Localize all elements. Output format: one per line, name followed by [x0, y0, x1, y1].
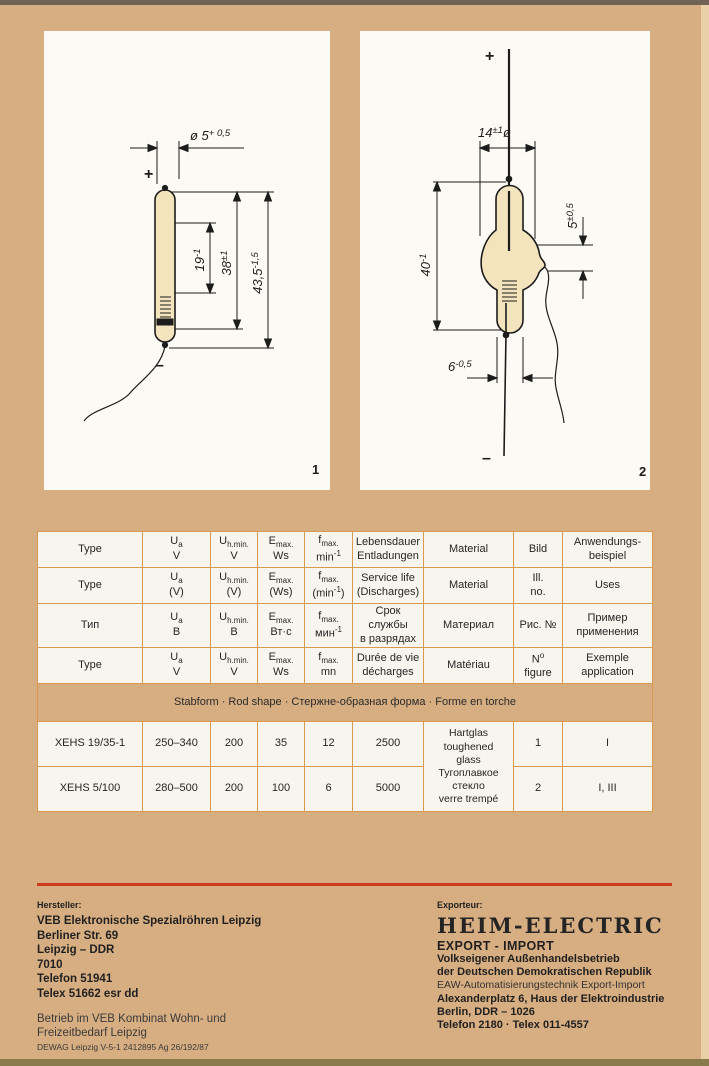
- col-header: Exemple application: [563, 648, 653, 684]
- manufacturer-note-line: Betrieb im VEB Kombinat Wohn- und: [37, 1012, 226, 1025]
- figure-number: 2: [639, 464, 647, 479]
- manufacturer-address-line: 7010: [37, 958, 63, 971]
- cell-fmax: 6: [305, 767, 353, 812]
- dim-label-19: $19^{-1}$: [192, 248, 207, 272]
- col-header: Material: [424, 568, 514, 604]
- minus-sign: –: [155, 357, 164, 374]
- cathode-terminal-dot: [503, 332, 509, 338]
- header-row-german: [38, 532, 653, 568]
- col-header: Срок службы в разрядах: [353, 604, 424, 648]
- print-imprint: DEWAG Leipzig V-5-1 2412895 Ag 26/192/87: [37, 1042, 209, 1052]
- col-header: $f_{max.}$ mn: [305, 648, 353, 684]
- table-row: [38, 767, 653, 812]
- manufacturer-block: [37, 900, 367, 1041]
- manufacturer-address-line: Telefon 51941: [37, 973, 113, 986]
- section-row: [38, 684, 653, 722]
- manufacturer-note-line: Freizeitbedarf Leipzig: [37, 1027, 147, 1040]
- dim-19: [207, 223, 214, 293]
- figure-panel-1: [44, 31, 330, 490]
- col-header: Durée de vie décharges: [353, 648, 424, 684]
- col-header: Рис. №: [514, 604, 563, 648]
- header-row-french: [38, 648, 653, 684]
- cell-type: XEHS 19/35-1: [38, 722, 143, 767]
- dim-label-40: $40^{-1}$: [418, 253, 433, 277]
- cell-fmax: 12: [305, 722, 353, 767]
- table-row: [38, 722, 653, 767]
- col-header: Matériau: [424, 648, 514, 684]
- lead-wire: [84, 346, 165, 421]
- cell-uses: I, III: [563, 767, 653, 812]
- cell-emax: 35: [258, 722, 305, 767]
- manufacturer-address-line: Berliner Str. 69: [37, 929, 119, 942]
- dim-label-5: $5^{\pm 0,5}$: [565, 203, 580, 229]
- col-header: $U_a$ (V): [143, 568, 211, 604]
- header-row-russian: [38, 604, 653, 648]
- col-header: $E_{max.}$ Ws: [258, 532, 305, 568]
- cell-life: 2500: [353, 722, 424, 767]
- col-header: Service life (Discharges): [353, 568, 424, 604]
- cell-uhmin: 200: [211, 767, 258, 812]
- exporter-address-line: Berlin, DDR – 1026: [437, 1005, 535, 1018]
- plus-sign: +: [485, 48, 495, 65]
- cell-bild: 2: [514, 767, 563, 812]
- dim-label-diameter: ø $5^{+ 0,5}$: [190, 128, 231, 143]
- col-header: Type: [38, 532, 143, 568]
- electrode-band: [157, 319, 173, 325]
- col-header: $U_a$ V: [143, 532, 211, 568]
- col-header: $f_{max.}$ $\min^{-1}$: [305, 532, 353, 568]
- col-header: $N^o$ figure: [514, 648, 563, 684]
- col-header: $U_{h.min.}$ V: [211, 648, 258, 684]
- cell-life: 5000: [353, 767, 424, 812]
- figure-1-drawing: [44, 31, 330, 490]
- col-header: Пример применения: [563, 604, 653, 648]
- cell-emax: 100: [258, 767, 305, 812]
- plus-sign: +: [144, 166, 154, 183]
- exporter-block: [437, 900, 699, 1032]
- dim-label-diameter: $14^{\pm 1}ø$: [478, 125, 511, 140]
- col-header: Type: [38, 568, 143, 604]
- col-header: $E_{max.}$ Вт·с: [258, 604, 305, 648]
- col-header: $E_{max.}$ (Ws): [258, 568, 305, 604]
- anode-terminal-dot: [506, 176, 512, 182]
- dim-arrowhead: [179, 145, 188, 152]
- cell-ua: 280–500: [143, 767, 211, 812]
- exporter-address-line: Alexanderplatz 6, Haus der Elektroindustrie: [437, 992, 665, 1005]
- page-bottom-edge: [0, 1059, 709, 1066]
- exporter-subtitle: EXPORT - IMPORT: [437, 939, 555, 953]
- anode-terminal-dot: [162, 185, 167, 190]
- dim-6: [467, 337, 553, 383]
- dim-label-38: $38^{\pm 1}$: [219, 250, 234, 276]
- manufacturer-label: Hersteller:: [37, 900, 82, 910]
- trigger-wire: [545, 267, 564, 423]
- dim-43-5: [265, 192, 272, 348]
- page-right-edge: [701, 5, 709, 1059]
- col-header: Ill. no.: [514, 568, 563, 604]
- red-divider-rule: [37, 883, 672, 886]
- manufacturer-name: VEB Elektronische Spezialröhren Leipzig: [37, 915, 262, 927]
- col-header: $U_{h.min.}$ (V): [211, 568, 258, 604]
- exporter-brand: HEIM-ELECTRIC: [437, 913, 664, 938]
- col-header: Material: [424, 532, 514, 568]
- col-header: $E_{max.}$ Ws: [258, 648, 305, 684]
- page-top-edge: [0, 0, 709, 5]
- col-header: Bild: [514, 532, 563, 568]
- exporter-label: Exporteur:: [437, 900, 483, 910]
- dim-arrowhead: [148, 145, 157, 152]
- cell-uses: I: [563, 722, 653, 767]
- exporter-org-line: der Deutschen Demokratischen Republik: [437, 966, 652, 979]
- figure-panel-2: [360, 31, 650, 490]
- cell-material: Hartglas toughened glass Тугоплавкое стекло verre trempé: [424, 722, 514, 812]
- cell-type: XEHS 5/100: [38, 767, 143, 812]
- col-header: $U_a$ V: [143, 648, 211, 684]
- cell-ua: 250–340: [143, 722, 211, 767]
- col-header: $f_{max.}$ мин$^{-1}$: [305, 604, 353, 648]
- dim-label-6: $6^{-0,5}$: [448, 359, 472, 374]
- manufacturer-address-line: Telex 51662 esr dd: [37, 987, 139, 1000]
- col-header: Тип: [38, 604, 143, 648]
- col-header: $U_{h.min.}$ В: [211, 604, 258, 648]
- col-header: Anwendungs- beispiel: [563, 532, 653, 568]
- header-row-english: [38, 568, 653, 604]
- col-header: $U_a$ В: [143, 604, 211, 648]
- section-label: Stabform · Rod shape · Стержне-образная форма · Forme en torche: [38, 684, 653, 722]
- cell-uhmin: 200: [211, 722, 258, 767]
- dim-38: [234, 192, 241, 329]
- figure-2-drawing: [360, 31, 650, 490]
- manufacturer-address-line: Leipzig – DDR: [37, 944, 115, 957]
- exporter-org-line: Volkseigener Außenhandelsbetrieb: [437, 953, 620, 965]
- col-header: Type: [38, 648, 143, 684]
- cell-bild: 1: [514, 722, 563, 767]
- col-header: Uses: [563, 568, 653, 604]
- spec-table: [37, 531, 653, 812]
- col-header: Материал: [424, 604, 514, 648]
- col-header: Lebensdauer Entladungen: [353, 532, 424, 568]
- manufacturer-note: [37, 1012, 367, 1041]
- exporter-address-line: Telefon 2180 · Telex 011-4557: [437, 1019, 589, 1032]
- figure-number: 1: [312, 462, 320, 477]
- exporter-division: EAW-Automatisierungstechnik Export-Import: [437, 979, 645, 992]
- dim-label-43-5: $43,5^{-1,5}$: [250, 252, 265, 294]
- minus-sign: –: [482, 450, 491, 467]
- col-header: $U_{h.min.}$ V: [211, 532, 258, 568]
- col-header: $f_{max.}$ $(\min^{-1})$: [305, 568, 353, 604]
